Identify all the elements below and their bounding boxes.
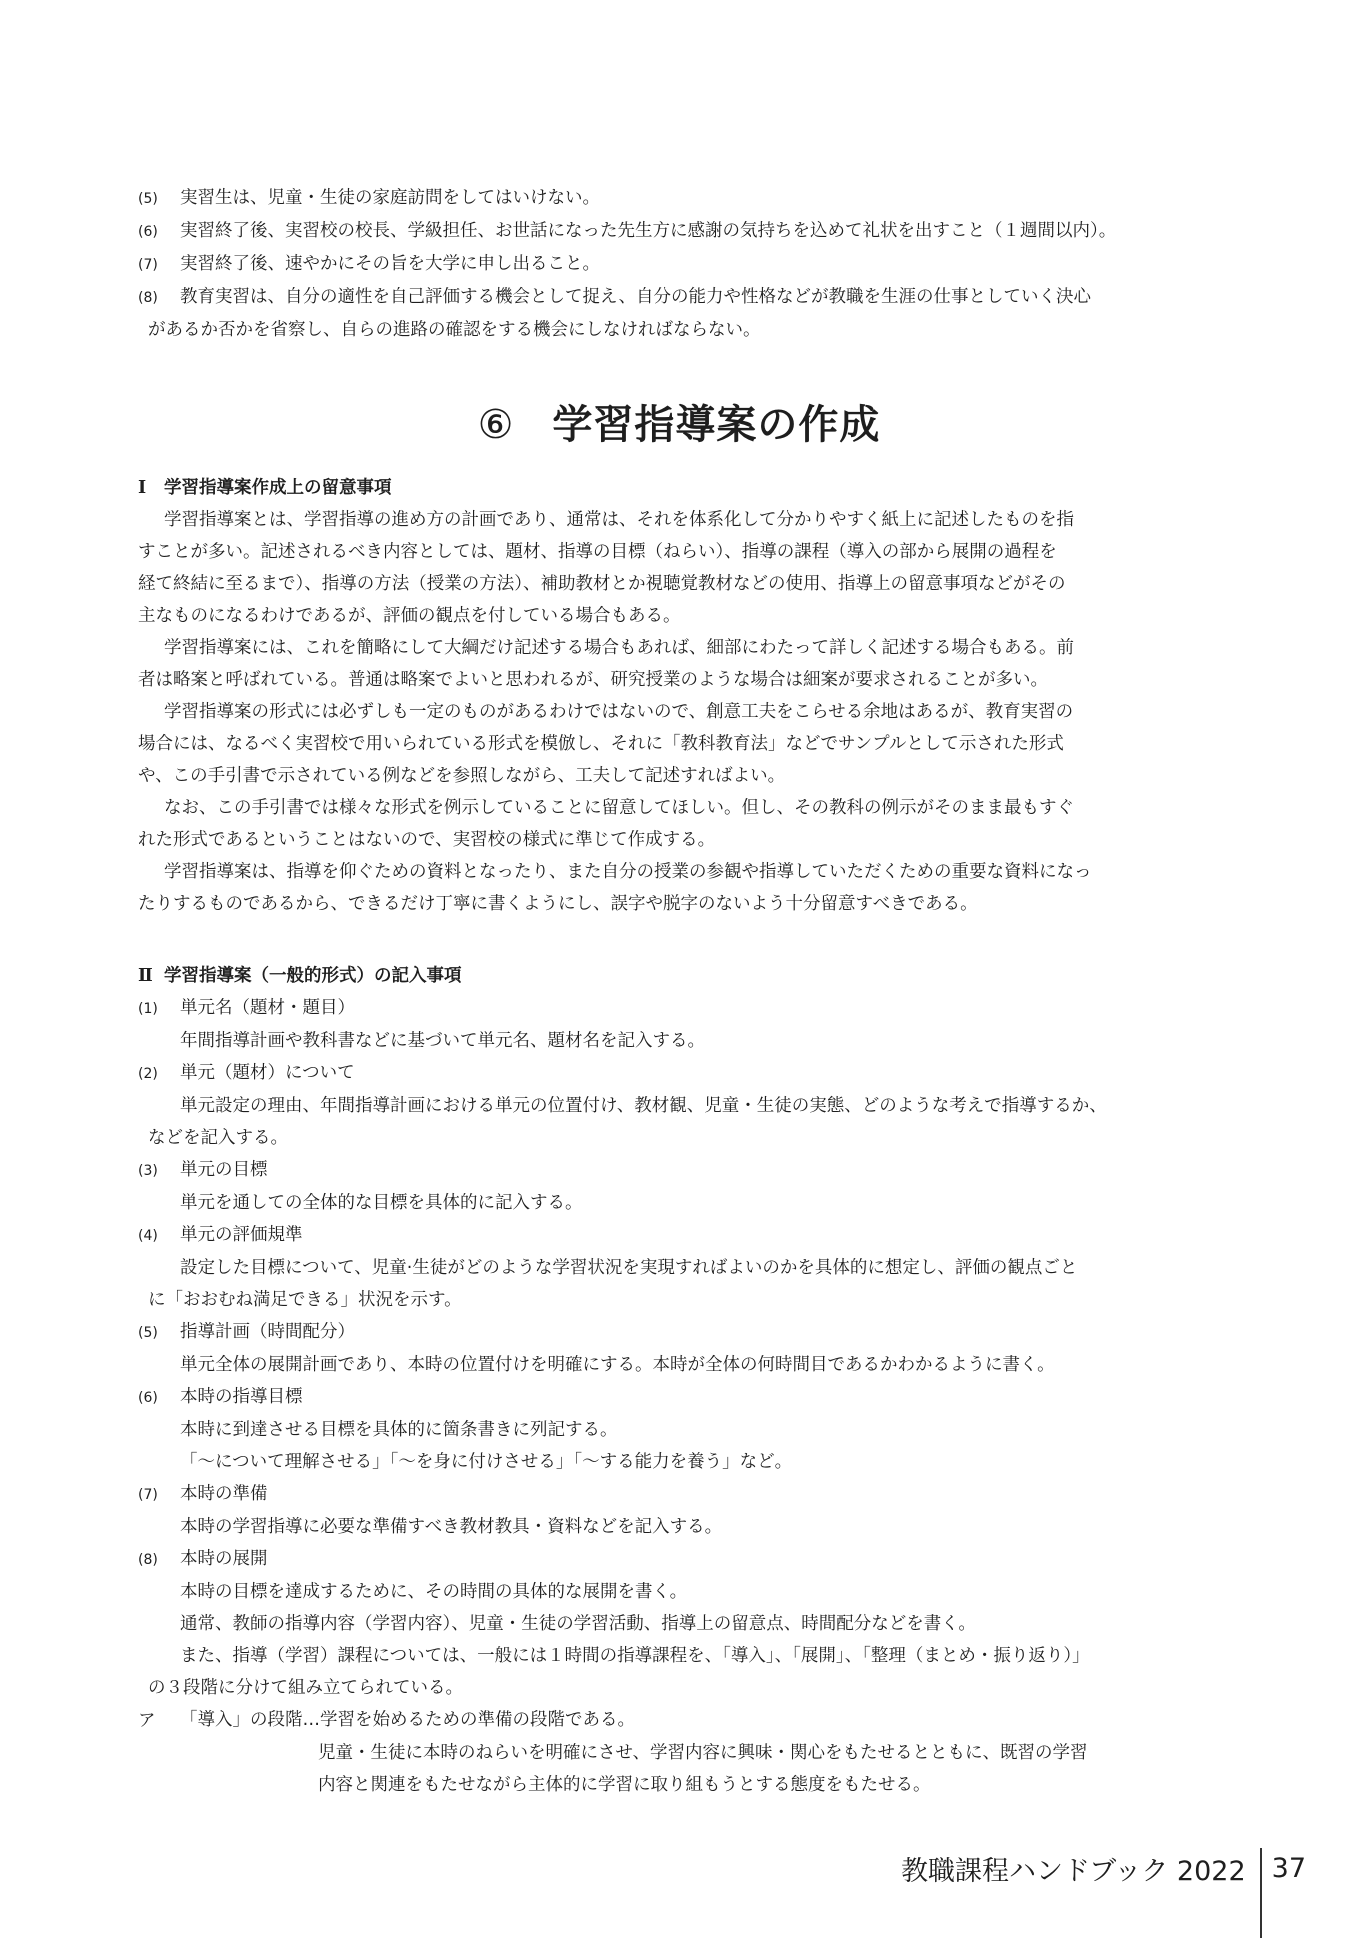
body-line: や、この手引書で示されている例などを参照しながら、工夫して記述すればよい。	[138, 766, 786, 786]
entry-body-line: 単元を通しての全体的な目標を具体的に記入する。	[180, 1193, 583, 1213]
entry-item	[138, 1219, 1190, 1252]
entry-continuation: に「おおむね満足できる」状況を示す。	[148, 1290, 462, 1310]
body-line: 学習指導案の形式には必ずしも一定のものがあるわけではないので、創意工夫をこらせる余地はあるが、教育実習の	[164, 702, 1074, 722]
entry-body-line: また、指導（学習）課程については、一般には１時間の指導課程を、「導入」、「展開」、「整理（まとめ・振り返り）」	[180, 1646, 1090, 1666]
section-roman: Ⅰ	[138, 478, 147, 498]
section-body	[138, 504, 1190, 920]
entry-item	[138, 1381, 1190, 1414]
section-heading	[138, 472, 1190, 504]
body-line: なお、この手引書では様々な形式を例示していることに留意してほしい。但し、その教科の例示がそのまま最もすぐ	[164, 798, 1074, 818]
sub-item-title: 「導入」の段階…学習を始めるための準備の段階である。	[180, 1710, 635, 1730]
entry-number: (5)	[138, 1325, 158, 1341]
entry-continuation: の３段階に分けて組み立てられている。	[148, 1678, 463, 1698]
body-line: 者は略案と呼ばれている。普通は略案でよいと思われるが、研究授業のような場合は細案が要求されることが多い。	[138, 670, 1048, 690]
item-continuation: があるか否かを省察し、自らの進路の確認をする機会にしなければならない。	[148, 320, 761, 340]
entry-item	[138, 1154, 1190, 1187]
item-text: 教育実習は、自分の適性を自己評価する機会として捉え、自分の能力や性格などが教職を生涯の仕事としていく決心	[180, 287, 1092, 307]
entry-body-line: 設定した目標について、児童·生徒がどのような学習状況を実現すればよいのかを具体的に想定し、評価の観点ごと	[180, 1258, 1078, 1278]
entry-body-line: 単元全体の展開計画であり、本時の位置付けを明確にする。本時が全体の何時間目であるかわかるように書く。	[180, 1355, 1055, 1375]
entry-title: 本時の指導目標	[180, 1387, 303, 1407]
entry-title: 指導計画（時間配分）	[180, 1322, 355, 1342]
list-item	[138, 215, 1190, 248]
section-roman: Ⅱ	[138, 966, 153, 986]
section-title: 学習指導案（一般的形式）の記入事項	[164, 966, 462, 986]
top-list	[138, 182, 1190, 346]
entry-body-line: 本時に到達させる目標を具体的に箇条書きに列記する。	[180, 1420, 618, 1440]
entry-title: 単元の目標	[180, 1160, 268, 1180]
page-title	[0, 395, 1358, 455]
entry-body-line: 「〜について理解させる」「〜を身に付けさせる」「〜する能力を養う」など。	[180, 1452, 793, 1472]
sub-item	[138, 1704, 1190, 1737]
sub-item-body	[138, 1737, 1190, 1801]
entry-item	[138, 992, 1190, 1025]
entry-body-line: 本時の学習指導に必要な準備すべき教材教具・資料などを記入する。	[180, 1517, 723, 1537]
entry-item	[138, 1316, 1190, 1349]
section-2	[138, 960, 1190, 1801]
section-title: 学習指導案作成上の留意事項	[164, 478, 392, 498]
entry-item	[138, 1478, 1190, 1511]
entry-title: 単元名（題材・題目）	[180, 998, 355, 1018]
section-number-mark: ⑥	[477, 402, 515, 448]
sub-item-mark: ア	[138, 1711, 156, 1731]
entry-number: (7)	[138, 1487, 158, 1503]
sub-item-line: 内容と関連をもたせながら主体的に学習に取り組もうとする態度をもたせる。	[318, 1775, 931, 1795]
page-footer	[901, 1848, 1306, 1888]
entry-item	[138, 1057, 1190, 1090]
item-text: 実習終了後、速やかにその旨を大学に申し出ること。	[180, 254, 600, 274]
footer-divider	[1260, 1848, 1262, 1938]
entry-item	[138, 1543, 1190, 1576]
entry-body-line: 年間指導計画や教科書などに基づいて単元名、題材名を記入する。	[180, 1031, 705, 1051]
body-line: れた形式であるということはないので、実習校の様式に準じて作成する。	[138, 830, 716, 850]
entry-number: (1)	[138, 1001, 158, 1017]
title-text: 学習指導案の作成	[552, 402, 881, 448]
entry-title: 単元（題材）について	[180, 1063, 355, 1083]
entry-title: 本時の準備	[180, 1484, 268, 1504]
body-line: 経て終結に至るまで）、指導の方法（授業の方法）、補助教材とか視聴覚教材などの使用、指導上の留意事項などがその	[138, 574, 1066, 594]
item-number: (5)	[138, 191, 158, 207]
body-line: 主なものになるわけであるが、評価の観点を付している場合もある。	[138, 606, 681, 626]
entry-list	[138, 992, 1190, 1704]
list-item	[138, 248, 1190, 281]
list-item	[138, 281, 1190, 314]
sub-item-line: 児童・生徒に本時のねらいを明確にさせ、学習内容に興味・関心をもたせるとともに、既習の学習	[318, 1743, 1088, 1763]
page-number: 37	[1271, 1852, 1306, 1884]
list-item	[138, 182, 1190, 215]
entry-body-line: 本時の目標を達成するために、その時間の具体的な展開を書く。	[180, 1582, 688, 1602]
book-title: 教職課程ハンドブック 2022	[901, 1855, 1246, 1887]
body-line: 学習指導案には、これを簡略にして大綱だけ記述する場合もあれば、細部にわたって詳しく記述する場合もある。前	[164, 638, 1074, 658]
item-number: (6)	[138, 224, 158, 240]
entry-number: (3)	[138, 1163, 158, 1179]
item-number: (8)	[138, 290, 158, 306]
entry-body-line: 単元設定の理由、年間指導計画における単元の位置付け、教材観、児童・生徒の実態、どのような考えで指導するか、	[180, 1096, 1107, 1116]
item-text: 実習終了後、実習校の校長、学級担任、お世話になった先生方に感謝の気持ちを込めて礼状を出すこと（１週間以内）。	[180, 221, 1117, 241]
entry-title: 単元の評価規準	[180, 1225, 303, 1245]
entry-title: 本時の展開	[180, 1549, 268, 1569]
section-heading	[138, 960, 1190, 992]
entry-continuation: などを記入する。	[148, 1128, 288, 1148]
body-line: たりするものであるから、できるだけ丁寧に書くようにし、誤字や脱字のないよう十分留意すべきである。	[138, 894, 978, 914]
item-text: 実習生は、児童・生徒の家庭訪問をしてはいけない。	[180, 188, 600, 208]
entry-body-line: 通常、教師の指導内容（学習内容）、児童・生徒の学習活動、指導上の留意点、時間配分などを書く。	[180, 1614, 976, 1634]
entry-number: (2)	[138, 1066, 158, 1082]
body-line: 学習指導案とは、学習指導の進め方の計画であり、通常は、それを体系化して分かりやすく紙上に記述したものを指	[164, 510, 1074, 530]
body-line: 場合には、なるべく実習校で用いられている形式を模倣し、それに「教科教育法」などでサンプルとして示された形式	[138, 734, 1064, 754]
entry-number: (6)	[138, 1390, 158, 1406]
item-number: (7)	[138, 257, 158, 273]
section-1	[138, 472, 1190, 920]
body-line: 学習指導案は、指導を仰ぐための資料となったり、また自分の授業の参観や指導していただくための重要な資料になっ	[164, 862, 1092, 882]
entry-number: (4)	[138, 1228, 158, 1244]
body-line: すことが多い。記述されるべき内容としては、題材、指導の目標（ねらい）、指導の課程（導入の部から展開の過程を	[138, 542, 1057, 562]
entry-number: (8)	[138, 1552, 158, 1568]
